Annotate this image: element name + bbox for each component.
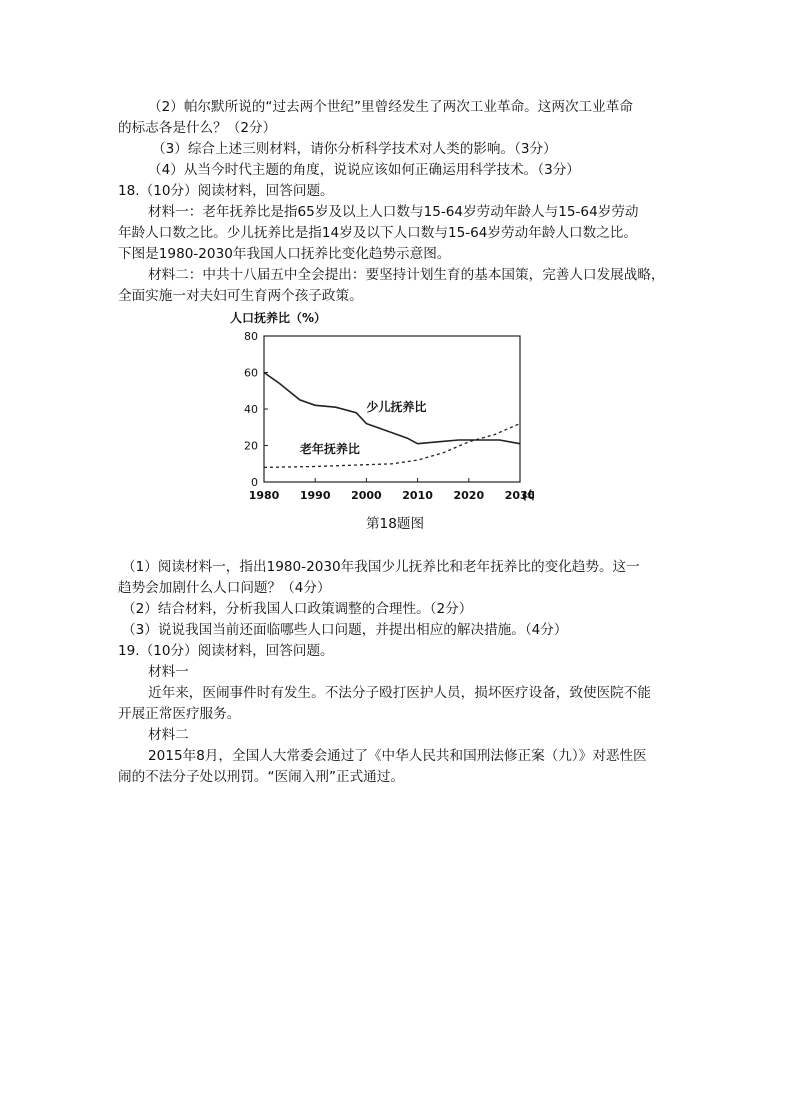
y-axis-label: 人口抚养比（%） [230,311,327,325]
q18-material2-line2: 全面实施一对夫妇可生育两个孩子政策。 [118,288,363,304]
q19-material2-title: 材料二 [148,727,189,743]
q19-material2-line1: 2015年8月，全国人大常委会通过了《中华人民共和国刑法修正案（九）》对恶性医 [148,748,647,764]
q18-sub2: （2）结合材料，分析我国人口政策调整的合理性。（2分） [122,601,473,617]
x-tick-label: 2030 [504,489,534,502]
q18-material2-line1: 材料二：中共十八届五中全会提出：要坚持计划生育的基本国策，完善人口发展战略， [148,267,665,283]
q18-heading: 18.（10分）阅读材料，回答问题。 [118,183,334,199]
x-tick-label: 1980 [248,489,280,502]
x-tick-label: 2010 [402,489,433,502]
q19-heading: 19.（10分）阅读材料，回答问题。 [118,643,334,659]
q18-material1-line1: 材料一：老年抚养比是指65岁及以上人口数与15-64岁劳动年龄人与15-64岁劳动 [148,204,639,220]
q18-sub3: （3）说说我国当前还面临哪些人口问题，并提出相应的解决措施。（4分） [122,622,568,638]
q17-sub2-line2: 的标志各是什么？（2分） [118,120,277,136]
dependency-ratio-chart [228,306,534,506]
y-tick-label: 60 [244,366,258,380]
chart-caption: 第18题图 [365,516,425,532]
series-label-elderly-ratio: 老年抚养比 [299,441,360,456]
x-tick-label: 2020 [453,489,485,502]
q18-material1-line2: 年龄人口数之比。少儿抚养比是指14岁及以下人口数与15-64岁劳动年龄人口数之比。 [118,225,637,241]
q18-sub1-line1: （1）阅读材料一，指出1980-2030年我国少儿抚养比和老年抚养比的变化趋势。这一 [122,559,640,575]
y-tick-label: 20 [244,439,258,453]
q18-material1-line3: 下图是1980-2030年我国人口抚养比变化趋势示意图。 [118,246,451,262]
series-label-child-ratio: 少儿抚养比 [366,399,427,414]
q19-material1-line2: 开展正常医疗服务。 [118,706,241,722]
x-axis-unit: (年 [522,489,534,502]
q19-material1-line1: 近年来，医闹事件时有发生。不法分子殴打医护人员，损坏医疗设备，致使医院不能 [148,685,651,701]
y-tick-label: 80 [244,330,258,343]
y-tick-label: 0 [251,476,258,489]
q17-sub3: （3）综合上述三则材料，请你分析科学技术对人类的影响。（3分） [152,141,557,157]
q17-sub2-line1: （2）帕尔默所说的“过去两个世纪”里曾经发生了两次工业革命。这两次工业革命 [148,99,633,115]
x-tick-label: 2000 [351,489,382,502]
x-tick-label: 1990 [299,489,331,502]
q19-material2-line2: 闹的不法分子处以刑罚。“医闹入刑”正式通过。 [118,769,404,785]
q19-material1-title: 材料一 [148,664,189,680]
q17-sub4: （4）从当今时代主题的角度，说说应该如何正确运用科学技术。（3分） [148,162,580,178]
q18-sub1-line2: 趋势会加剧什么人口问题？（4分） [118,580,331,596]
chart-svg [228,306,534,506]
y-tick-label: 40 [244,403,258,416]
